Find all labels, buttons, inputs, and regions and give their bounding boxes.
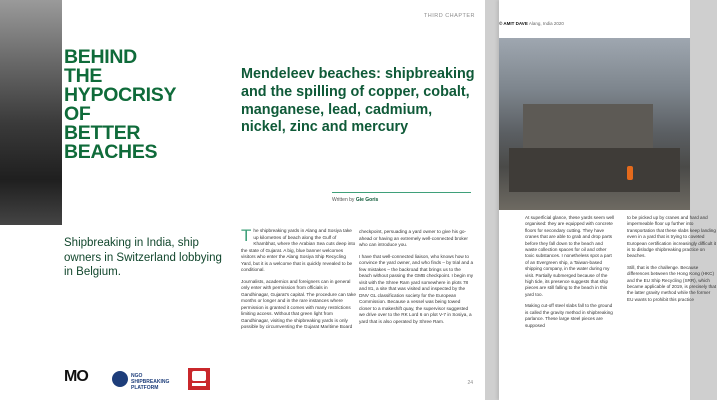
title-line: OF — [64, 103, 91, 125]
title-line: BETTER — [64, 122, 141, 144]
article-column-2 — [359, 229, 474, 330]
worker-figure — [627, 166, 633, 180]
paragraph-text: he shipbreaking yards in Alang and Sosiya take up kilometres of beach along the Gulf of Khambhat, where the Arabian Sea cuts deep into the state of Gujarat. A big, blue banner welcomes visitors who enter the Alang Sosiya Ship Recycling Yard, but it is a welcome that is quickly revealed to be conditional. — [241, 228, 356, 272]
red-partner-logo-icon — [188, 368, 210, 390]
byline-prefix: Written by — [332, 197, 355, 203]
report-title — [64, 48, 176, 162]
logo-mark — [192, 371, 206, 381]
left-page — [0, 0, 232, 400]
title-rule — [332, 192, 471, 193]
photographer: © AMIT DAVE — [499, 21, 528, 26]
ngo-logo-icon — [112, 371, 128, 387]
article-column-3 — [525, 215, 615, 334]
mo-logo: MO — [64, 368, 88, 385]
ngo-logo-text: NGO SHIPBREAKING PLATFORM — [131, 373, 170, 391]
partner-logos — [64, 368, 224, 390]
report-subtitle: Shipbreaking in India, ship owners in Switzerland lobbying in Belgium. — [64, 237, 222, 278]
title-line: BEACHES — [64, 141, 158, 163]
paragraph: I have that well-connected liaison, who knows how to convince the yard owner, and who finds – by trial and a few mistakes – the backroad that brings us to the beach without passing the GMB checkpoint. I begin my visit with the Shree Ram yard somewhere in plots 78 and 81, a site that was visited and inspected by the DNV GL classification society for the European Commission. Because a vessel was being towed closer to a makeshift quay, the supervisor suggested we drive over to the RK Lord 6 on plot V-7 in Sosiya, a yard that is also operated by Shree Ram. — [359, 253, 474, 324]
paragraph: to be picked up by cranes and hard and impermeable floor up further into transportation that these slabs keep landing even in a yard that is trying to coveted European certification increasingly difficult it is to dislodge shipbreaking practice on beaches. — [627, 215, 717, 259]
page-number: 24 — [467, 380, 473, 386]
photo-credit — [499, 21, 564, 26]
dropcap: T — [241, 226, 252, 245]
logo-stripe — [192, 383, 206, 386]
shipwreck-photo — [499, 38, 690, 210]
paragraph: At superficial glance, these yards seem well organised: they are equipped with concrete floors for secondary cutting. They have cranes that are able to grab and drop parts before they fall down to the beach and waste collection spaces for oil and other toxic substances. I nonetheless spot a part of an Evergreen ship, a Taiwan-based shipping company, in the water during my visit. Partially submerged because of the high tide, its presence suggests that ship pieces are still falling to the beach in this yard too. — [525, 215, 615, 297]
title-line: BEHIND — [64, 46, 137, 68]
ship-photo — [0, 0, 62, 225]
author-name: Gie Goris — [355, 197, 379, 203]
article-column-4 — [627, 215, 717, 308]
title-line: HYPOCRISY — [64, 84, 177, 106]
article-column-1 — [241, 228, 356, 336]
byline — [332, 197, 378, 203]
wreck-hull — [509, 148, 680, 192]
chapter-label: THIRD CHAPTER — [423, 13, 475, 19]
title-line: THE — [64, 65, 103, 87]
paragraph: Journalists, academics and foreigners can in general only enter with permission from officials in Gandhinagar, Gujarat's capital. The procedure can take months or longer and in the rare instances where permission is granted it comes with many restrictions limiting access. Without that green light from Gandhinagar, visiting the shipbreaking yards is only possible by circumventing the Gujarat Maritime Board — [241, 278, 356, 329]
paragraph: Making cut-off steel slabs fall to the ground is called the gravity method in shipbreaking parlance. These large steel pieces are supposed — [525, 303, 613, 328]
paragraph: Still, that is the challenge. Because differences between the Hong Kong (HKC) and the EU Ship Recycling (SRR), which became applicable of 2019, is precisely that the latter gravity method while the former EU wants to prohibit this practice — [627, 264, 717, 302]
photo-location: Alang, India 2020 — [528, 21, 564, 26]
paragraph: checkpoint, persuading a yard owner to give his go-ahead or having an extremely well-connected broker who can introduce you. — [359, 229, 468, 247]
middle-page — [232, 0, 485, 400]
paragraph — [241, 228, 356, 274]
right-page — [499, 0, 717, 400]
wreck-deck — [523, 104, 653, 150]
article-title: Mendeleev beaches: shipbreaking and the spilling of copper, cobalt, manganese, lead, cadmium, nickel, zinc and mercury — [241, 66, 475, 136]
